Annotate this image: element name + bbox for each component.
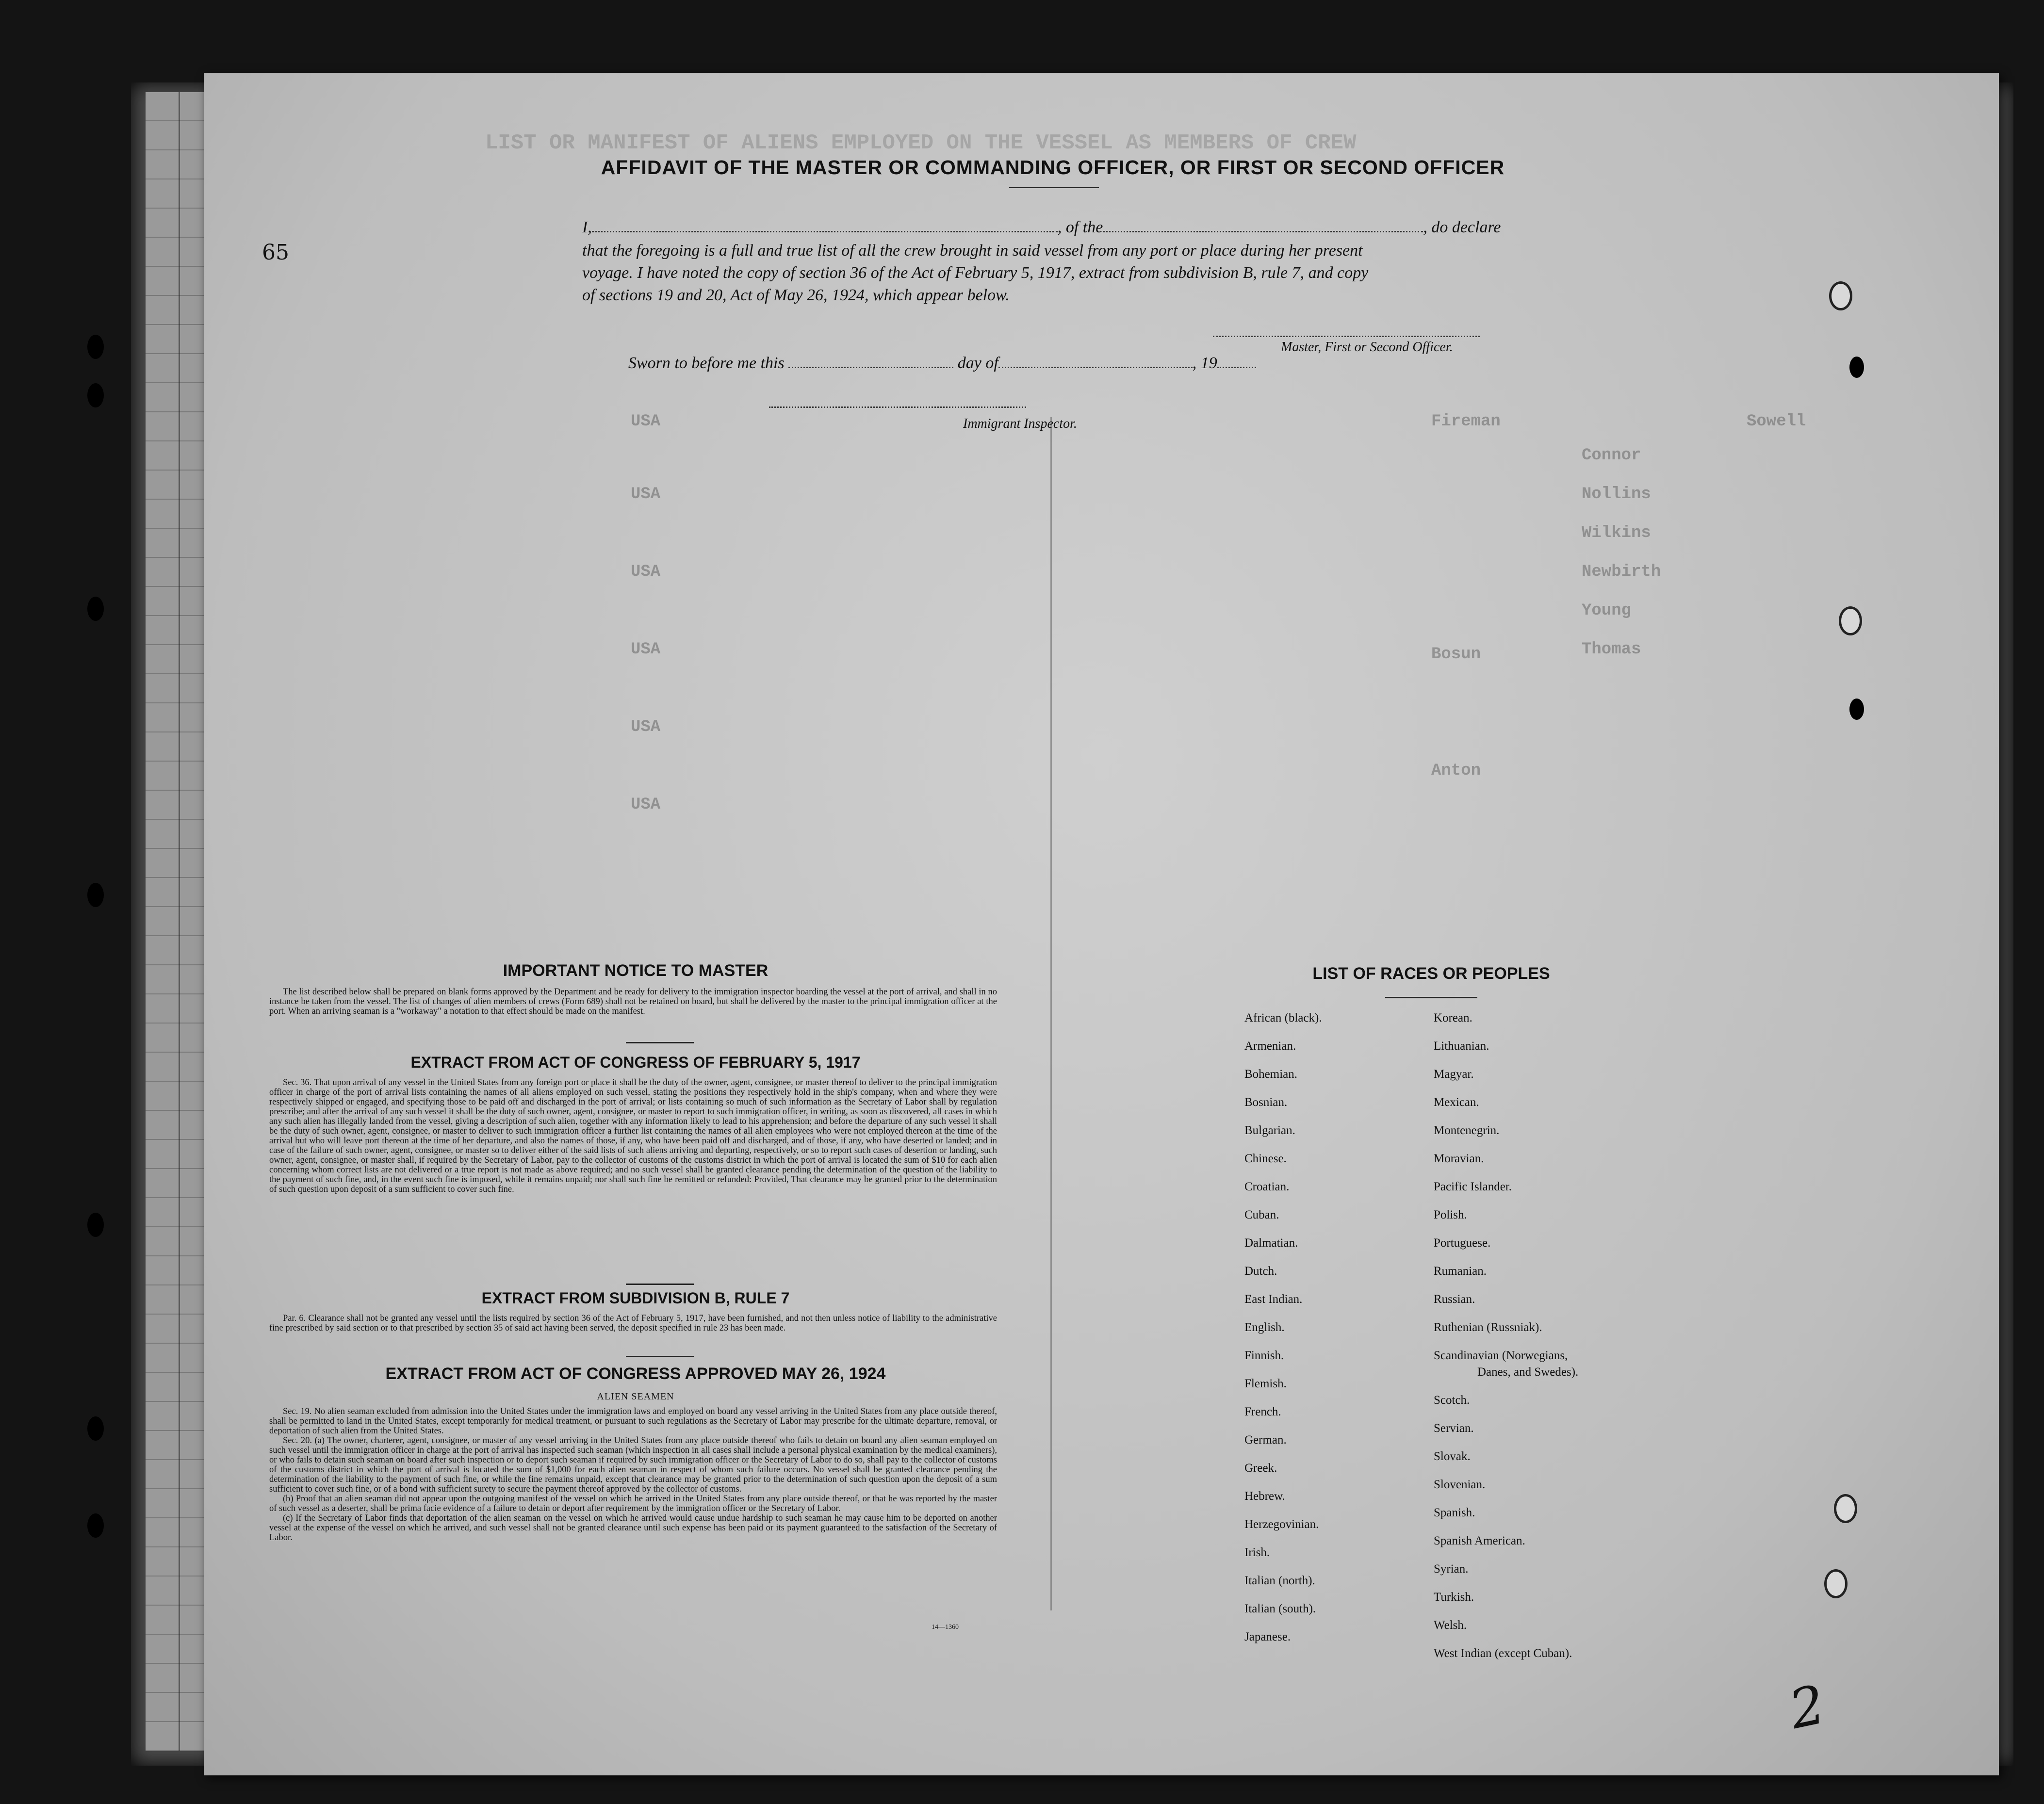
- affidavit-line-2: that the foregoing is a full and true list of all the crew brought in said vessel from any port or place during her present: [582, 242, 1363, 260]
- race-item: Magyar.: [1434, 1068, 1474, 1081]
- section-20b-paragraph: (b) Proof that an alien seaman did not appear upon the outgoing manifest of the vessel on which he arrived in the United States from any place outside thereof, or that he was reported by the master of such vessel as a deserter, shall be prima facie evidence of a failure to detain or deport after requirement by the immigration officer or the Secretary of Labor.: [269, 1494, 997, 1513]
- punch-hole-icon: [1824, 1569, 1848, 1598]
- race-item: Syrian.: [1434, 1562, 1469, 1576]
- races-underline: [1385, 997, 1477, 998]
- race-item: Servian.: [1434, 1422, 1474, 1435]
- extract-rule7-heading: EXTRACT FROM SUBDIVISION B, RULE 7: [481, 1289, 790, 1307]
- alien-seamen-subheading: ALIEN SEAMEN: [597, 1391, 674, 1402]
- race-item: Japanese.: [1244, 1630, 1291, 1643]
- punch-hole-icon: [1849, 699, 1864, 720]
- sworn-day-of: day of: [957, 354, 998, 372]
- extract-1917-heading: EXTRACT FROM ACT OF CONGRESS OF FEBRUARY 5, 1917: [410, 1054, 861, 1071]
- race-item: Lithuanian.: [1434, 1040, 1489, 1053]
- handwritten-page-number: 2: [1784, 1673, 1831, 1741]
- binder-hole-icon: [87, 335, 104, 359]
- race-item: Portuguese.: [1434, 1236, 1491, 1250]
- race-item: Danes, and Swedes).: [1477, 1365, 1579, 1379]
- races-heading: LIST OF RACES OR PEOPLES: [1312, 964, 1550, 983]
- inspector-signature-label: Immigrant Inspector.: [963, 416, 1077, 431]
- binder-hole-icon: [87, 1213, 104, 1237]
- vessel-blank: [1103, 231, 1423, 232]
- form-number: 14—1360: [932, 1624, 959, 1631]
- race-item: Finnish.: [1244, 1349, 1284, 1362]
- show-through-text: Thomas: [1582, 640, 1641, 659]
- show-through-text: Bosun: [1431, 645, 1481, 664]
- show-through-text: Connor: [1582, 446, 1641, 465]
- race-item: Flemish.: [1244, 1377, 1287, 1390]
- race-item: Korean.: [1434, 1011, 1472, 1024]
- show-through-text: Newbirth: [1582, 563, 1661, 581]
- race-item: Montenegrin.: [1434, 1124, 1500, 1137]
- race-item: Bosnian.: [1244, 1096, 1288, 1109]
- race-item: Scandinavian (Norwegians,: [1434, 1349, 1568, 1362]
- race-item: French.: [1244, 1405, 1281, 1418]
- race-item: East Indian.: [1244, 1293, 1303, 1306]
- race-item: Hebrew.: [1244, 1490, 1285, 1503]
- show-through-text: Wilkins: [1582, 524, 1651, 542]
- show-through-text: USA: [631, 485, 661, 504]
- inspector-signature-line: [769, 406, 1026, 408]
- race-item: Ruthenian (Russniak).: [1434, 1321, 1542, 1334]
- race-item: Rumanian.: [1434, 1265, 1487, 1278]
- section-20c-paragraph: (c) If the Secretary of Labor finds that deportation of the alien seaman on the vessel on which he arrived would cause undue hardship to such seaman he may cause him to be deported on another vessel at the expense of the vessel on which he arrived, and such vessel shall not be granted clearance until such expense has been paid or its payment guaranteed to the satisfaction of the Secretary of Labor.: [269, 1513, 997, 1543]
- affidavit-do-declare: , do declare: [1423, 218, 1501, 236]
- show-through-text: Nollins: [1582, 485, 1651, 504]
- master-signature-line: [1213, 336, 1480, 337]
- race-item: Dutch.: [1244, 1265, 1277, 1278]
- race-item: Spanish.: [1434, 1506, 1475, 1519]
- sworn-line: [628, 354, 1256, 373]
- sworn-year-blank: [1217, 367, 1256, 368]
- affidavit-of-the: , of the: [1057, 218, 1103, 236]
- center-fold-line: [1050, 417, 1052, 1610]
- race-item: West Indian (except Cuban).: [1434, 1647, 1572, 1660]
- punch-hole-icon: [1849, 357, 1864, 378]
- show-through-text: Anton: [1431, 762, 1481, 780]
- show-through-text: USA: [631, 640, 661, 659]
- binder-hole-icon: [87, 1513, 104, 1538]
- show-through-text: USA: [631, 718, 661, 736]
- punch-hole-icon: [1834, 1494, 1857, 1523]
- binder-hole-icon: [87, 597, 104, 621]
- race-item: Italian (north).: [1244, 1574, 1315, 1587]
- binder-hole-icon: [87, 883, 104, 907]
- race-item: Turkish.: [1434, 1591, 1474, 1604]
- sworn-date-blank: [788, 367, 953, 368]
- section-36-paragraph: Sec. 36. That upon arrival of any vessel in the United States from any foreign port or place it shall be the duty of the owner, agent, consignee, or master thereof to deliver to the principal immigration officer in charge of the port of arrival lists containing the names of all aliens employed on such vessel, stating the positions they respectively hold in the ship's company, when and where they were respectively shipped or engaged, and specifying those to be paid off and discharged in the port of arrival; or lists containing so much of such information as the Secretary of Labor shall by regulation prescribe; and after the arrival of any such vessel it shall be the duty of such owner, agent, consignee, or master to report to such immigration officer, in writing, as soon as discovered, all cases in which any such alien has illegally landed from the vessel, giving a description of such alien, together with any information likely to lead to his apprehension; and before the departure of any such vessel it shall be the duty of such owner, agent, consignee, or master to deliver to such immigration officer a further list containing the names of all alien employees who were not employed thereon at the time of the arrival but who will leave port thereon at the time of her departure, and also the names of those, if any, who have been paid off and discharged, and of those, if any, who have deserted or landed; and in case of the failure of such owner, agent, consignee, or master so to deliver either of the said lists of such aliens arriving and departing, respectively, or so to report such cases of desertion or landing, such owner, agent, consignee, or master shall, if required by the Secretary of Labor, pay to the collector of customs of the customs district in which the port of arrival is located the sum of $10 for each alien concerning whom correct lists are not delivered or a true report is not made as above required; and no such vessel shall be granted clearance pending the determination of the question of the liability to the payment of such fine, and, in the event such fine is imposed, while it remains unpaid; nor shall such fine be remitted or refunded: Provided, That clearance may be granted prior to the determination of such question upon deposit of a sum sufficient to cover such fine.: [269, 1078, 997, 1194]
- race-item: Croatian.: [1244, 1180, 1290, 1193]
- races-left-column: [1244, 1011, 1322, 1658]
- race-item: African (black).: [1244, 1011, 1322, 1024]
- race-item: German.: [1244, 1433, 1287, 1446]
- race-item: Moravian.: [1434, 1152, 1484, 1165]
- show-through-text: USA: [631, 563, 661, 581]
- race-item: Welsh.: [1434, 1619, 1467, 1632]
- extract-rule7-text: [269, 1314, 997, 1333]
- affidavit-title: AFFIDAVIT OF THE MASTER OR COMMANDING OFFICER, OR FIRST OR SECOND OFFICER: [601, 156, 1505, 179]
- notice-text: [269, 987, 997, 1016]
- race-item: Armenian.: [1244, 1040, 1296, 1053]
- race-item: Irish.: [1244, 1546, 1270, 1559]
- race-item: Scotch.: [1434, 1394, 1470, 1407]
- sworn-month-blank: [998, 367, 1193, 368]
- margin-mark: 65: [262, 240, 289, 265]
- name-blank: [592, 231, 1058, 232]
- punch-hole-icon: [1839, 606, 1862, 635]
- race-item: Bulgarian.: [1244, 1124, 1295, 1137]
- race-item: Herzegovinian.: [1244, 1518, 1319, 1531]
- race-item: Chinese.: [1244, 1152, 1287, 1165]
- title-underline: [1009, 187, 1099, 188]
- par-6-paragraph: Par. 6. Clearance shall not be granted any vessel until the lists required by section 36 of the Act of February 5, 1917, have been furnished, and not then unless notice of liability to the administrative fine prescribed by said section or to that prescribed by section 35 of said act having been served, the deposit specified in rule 23 has been made.: [269, 1314, 997, 1333]
- show-through-text: USA: [631, 412, 661, 431]
- notice-divider: [626, 1042, 694, 1043]
- binder-hole-icon: [87, 383, 104, 407]
- show-through-text: LIST OR MANIFEST OF ALIENS EMPLOYED ON THE VESSEL AS MEMBERS OF CREW: [485, 131, 1357, 155]
- race-item: Slovak.: [1434, 1450, 1471, 1463]
- section-20a-paragraph: Sec. 20. (a) The owner, charterer, agent, consignee, or master of any vessel arriving in the United States from any place outside thereof who fails to detain on board any alien seaman employed on such vessel until the immigration officer in charge at the port of arrival has inspected such seaman (which inspection in all cases shall include a personal physical examination by the medical examiners), or who fails to detain such seaman on board after such inspection or to deport such seaman if required by such immigration officer or the Secretary of Labor to do so, shall pay to the collector of customs of the customs district in which the port of arrival is located the sum of $1,000 for each alien seaman in respect of whom such failure occurs. No vessel shall be granted clearance pending the determination of the liability to the payment of such fine, or while the fine remains unpaid, except that clearance may be granted prior to the determination of such question upon the deposit of a sum sufficient to cover such fine, or of a bond with sufficient surety to secure the payment thereof approved by the collector of customs.: [269, 1436, 997, 1494]
- extract-1917-text: [269, 1078, 997, 1194]
- race-item: Mexican.: [1434, 1096, 1479, 1109]
- affidavit-i: I,: [582, 218, 592, 236]
- affidavit-line-1: [582, 218, 1501, 237]
- race-item: Polish.: [1434, 1208, 1467, 1221]
- affidavit-line-4: of sections 19 and 20, Act of May 26, 1924, which appear below.: [582, 286, 1010, 304]
- sworn-year: , 19: [1192, 354, 1217, 372]
- binder-hole-icon: [87, 1416, 104, 1441]
- race-item: English.: [1244, 1321, 1285, 1334]
- show-through-text: Sowell: [1747, 412, 1806, 431]
- punch-hole-icon: [1829, 281, 1852, 310]
- race-item: Italian (south).: [1244, 1602, 1316, 1615]
- notice-heading: IMPORTANT NOTICE TO MASTER: [503, 961, 769, 980]
- section-19-paragraph: Sec. 19. No alien seaman excluded from admission into the United States under the immigration laws and employed on board any vessel arriving in the United States from any place outside thereof, shall be permitted to land in the United States, except temporarily for medical treatment, or pursuant to such regulations as the Secretary of Labor may prescribe for the ultimate departure, removal, or deportation of such alien from the United States.: [269, 1407, 997, 1436]
- race-item: Spanish American.: [1434, 1534, 1525, 1547]
- race-item: Pacific Islander.: [1434, 1180, 1512, 1193]
- sworn-prefix: Sworn to before me this: [628, 354, 785, 372]
- extract-1924-text: [269, 1407, 997, 1543]
- race-item: Greek.: [1244, 1462, 1277, 1475]
- master-signature-label: Master, First or Second Officer.: [1281, 340, 1453, 355]
- race-item: Cuban.: [1244, 1208, 1279, 1221]
- extract-1924-heading: EXTRACT FROM ACT OF CONGRESS APPROVED MAY 26, 1924: [385, 1365, 886, 1383]
- show-through-text: Young: [1582, 601, 1632, 620]
- race-item: Bohemian.: [1244, 1068, 1298, 1081]
- race-item: Russian.: [1434, 1293, 1475, 1306]
- race-item: Slovenian.: [1434, 1478, 1486, 1491]
- race-item: Dalmatian.: [1244, 1236, 1298, 1250]
- affidavit-line-3: voyage. I have noted the copy of section 36 of the Act of February 5, 1917, extract from subdivision B, rule 7, and copy: [582, 264, 1369, 282]
- show-through-text: USA: [631, 796, 661, 814]
- show-through-text: Fireman: [1431, 412, 1501, 431]
- notice-paragraph: The list described below shall be prepared on blank forms approved by the Department and be ready for delivery to the immigration inspector boarding the vessel at the port of arrival, and shall in no instance be taken from the vessel. The list of changes of alien members of crews (Form 689) shall not be retained on board, but shall be delivered by the master to the principal immigration officer at the port. When an arriving seaman is a "workaway" a notation to that effect should be made on the manifest.: [269, 987, 997, 1016]
- races-right-column: [1434, 1011, 1578, 1675]
- extract-rule7-divider: [626, 1356, 694, 1357]
- extract-1917-divider: [626, 1284, 694, 1285]
